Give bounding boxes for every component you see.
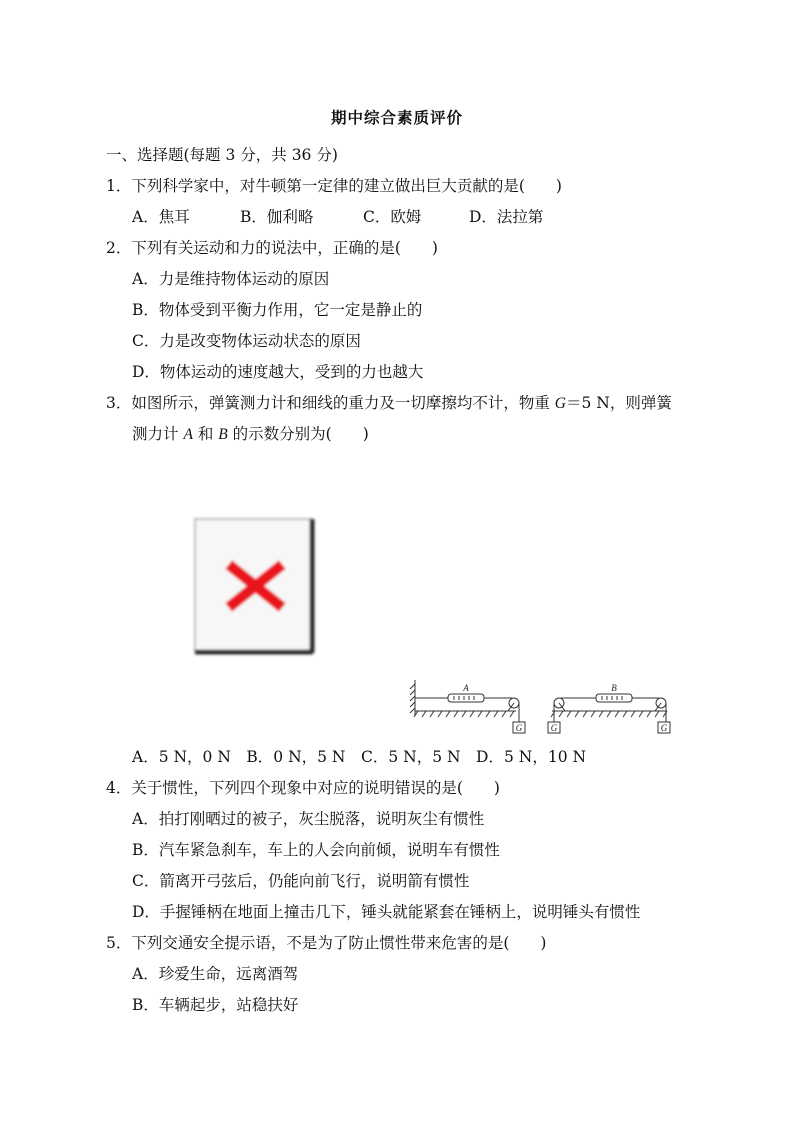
spring-scale-diagram: [404, 676, 676, 736]
meter-b-label: B: [611, 683, 617, 693]
question-5-stem: 5．下列交通安全提示语，不是为了防止惯性带来危害的是( ): [106, 934, 547, 952]
question-3-options: A．5 N，0 N B．0 N，5 N C．5 N，5 N D．5 N，10 N: [132, 748, 587, 766]
weight-label-1: G: [515, 723, 523, 733]
q5-option-a: A．珍爱生命，远离酒驾: [132, 965, 299, 983]
q1-option-a: A．焦耳: [132, 208, 190, 226]
question-3-stem-line-2: 测力计 A 和 B 的示数分别为( ): [132, 425, 369, 443]
q4-option-d: D．手握锤柄在地面上撞击几下，锤头就能紧套在锤柄上，说明锤头有惯性: [132, 903, 641, 921]
q1-option-b: B．伽利略: [240, 208, 314, 226]
question-3-stem-line-1: 3．如图所示，弹簧测力计和细线的重力及一切摩擦均不计，物重 G＝5 N，则弹簧: [106, 394, 672, 412]
question-1-stem: 1．下列科学家中，对牛顿第一定律的建立做出巨大贡献的是( ): [106, 177, 562, 195]
q4-option-b: B．汽车紧急刹车，车上的人会向前倾，说明车有惯性: [132, 841, 500, 859]
section-heading: 一、选择题(每题 3 分，共 36 分): [106, 146, 338, 164]
page-title: 期中综合素质评价: [330, 108, 463, 127]
q2-option-c: C．力是改变物体运动状态的原因: [132, 332, 361, 350]
q2-option-a: A．力是维持物体运动的原因: [132, 270, 330, 288]
weight-label-2: G: [550, 723, 558, 733]
q2-option-b: B．物体受到平衡力作用，它一定是静止的: [132, 301, 423, 319]
meter-a-label: A: [463, 683, 469, 693]
q4-option-c: C．箭离开弓弦后，仍能向前飞行，说明箭有惯性: [132, 872, 470, 890]
q5-option-b: B．车辆起步，站稳扶好: [132, 996, 299, 1014]
weight-label-3: G: [660, 723, 668, 733]
q2-option-d: D．物体运动的速度越大，受到的力也越大: [132, 363, 424, 381]
q4-option-a: A．拍打刚晒过的被子，灰尘脱落，说明灰尘有惯性: [132, 810, 485, 828]
question-4-stem: 4．关于惯性，下列四个现象中对应的说明错误的是( ): [106, 779, 500, 797]
question-2-stem: 2．下列有关运动和力的说法中，正确的是( ): [106, 239, 438, 257]
broken-image-icon: [192, 516, 318, 658]
q1-option-d: D．法拉第: [469, 208, 544, 226]
question-1-options: [132, 207, 543, 227]
q1-option-c: C．欧姆: [363, 208, 422, 226]
